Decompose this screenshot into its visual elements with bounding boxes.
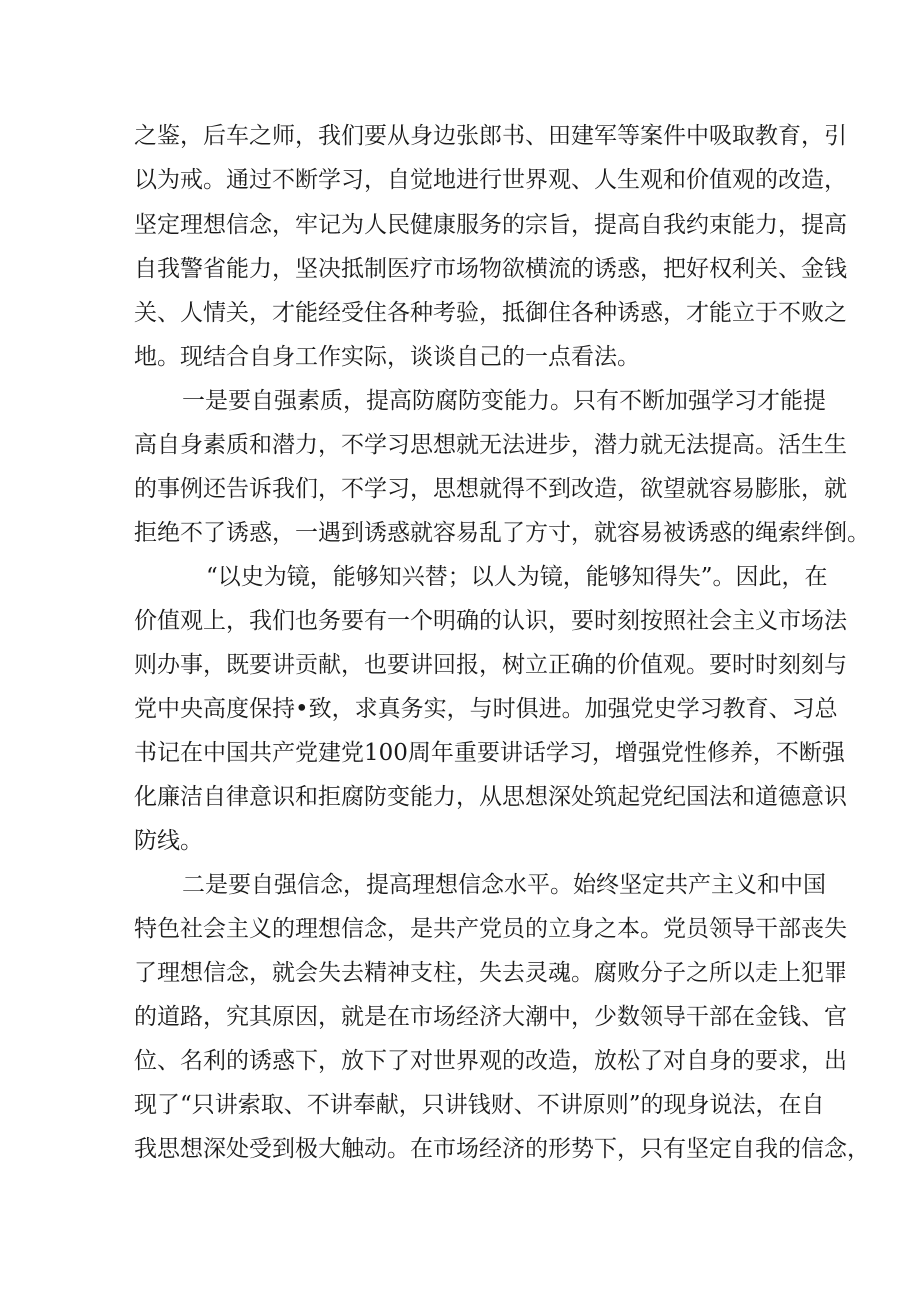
text-line: 位、名利的诱惑下，放下了对世界观的改造，放松了对自身的要求，出 — [134, 1048, 847, 1074]
text-line: 关、人情关，才能经受住各种考验，抵御住各种诱惑，才能立于不败之 — [134, 300, 847, 326]
quote-line: “以史为镜，能够知兴替；以人为镜，能够知得失”。因此，在 — [206, 564, 828, 590]
text-line: 党中央高度保持•致，求真务实，与时俱进。加强党史学习教育、习总 — [134, 696, 838, 722]
text-line: 书记在中国共产党建党100周年重要讲话学习，增强党性修养，不断强 — [134, 740, 845, 766]
text-line: 的道路，究其原因，就是在市场经济大潮中，少数领导干部在金钱、官 — [134, 1004, 847, 1030]
text-line: 坚定理想信念，牢记为人民健康服务的宗旨，提高自我约束能力，提高 — [134, 212, 847, 238]
paragraph-first-line: 一是要自强素质，提高防腐防变能力。只有不断加强学习才能提 — [182, 388, 826, 414]
text-line: 地。现结合自身工作实际，谈谈自己的一点看法。 — [134, 344, 640, 370]
text-line: 了理想信念，就会失去精神支柱，失去灵魂。腐败分子之所以走上犯罪 — [134, 960, 847, 986]
paragraph-first-line: 二是要自强信念，提高理想信念水平。始终坚定共产主义和中国 — [182, 872, 826, 898]
text-line: 高自身素质和潜力，不学习思想就无法进步，潜力就无法提高。活生生 — [134, 432, 847, 458]
text-line: 以为戒。通过不断学习，自觉地进行世界观、人生观和价值观的改造， — [134, 167, 847, 193]
text-line: 我思想深处受到极大触动。在市场经济的形势下，只有坚定自我的信念， — [134, 1136, 870, 1162]
text-line: 之鉴，后车之师，我们要从身边张郎书、田建军等案件中吸取教育，引 — [134, 123, 847, 149]
text-line: 拒绝不了诱惑，一遇到诱惑就容易乱了方寸，就容易被诱惑的绳索绊倒。 — [134, 520, 870, 546]
text-line: 价值观上，我们也务要有一个明确的认识，要时刻按照社会主义市场法 — [134, 608, 847, 634]
text-line: 的事例还告诉我们，不学习，思想就得不到改造，欲望就容易膨胀，就 — [134, 476, 847, 502]
text-line: 自我警省能力，坚决抵制医疗市场物欲横流的诱惑，把好权利关、金钱 — [134, 256, 847, 282]
text-line: 则办事，既要讲贡献，也要讲回报，树立正确的价值观。要时时刻刻与 — [134, 652, 847, 678]
text-line: 防线。 — [134, 828, 203, 854]
text-line: 化廉洁自律意识和拒腐防变能力，从思想深处筑起党纪国法和道德意识 — [134, 784, 847, 810]
text-line: 现了“只讲索取、不讲奉献，只讲钱财、不讲原则”的现身说法，在自 — [134, 1092, 825, 1118]
text-line: 特色社会主义的理想信念，是共产党员的立身之本。党员领导干部丧失 — [134, 916, 847, 942]
